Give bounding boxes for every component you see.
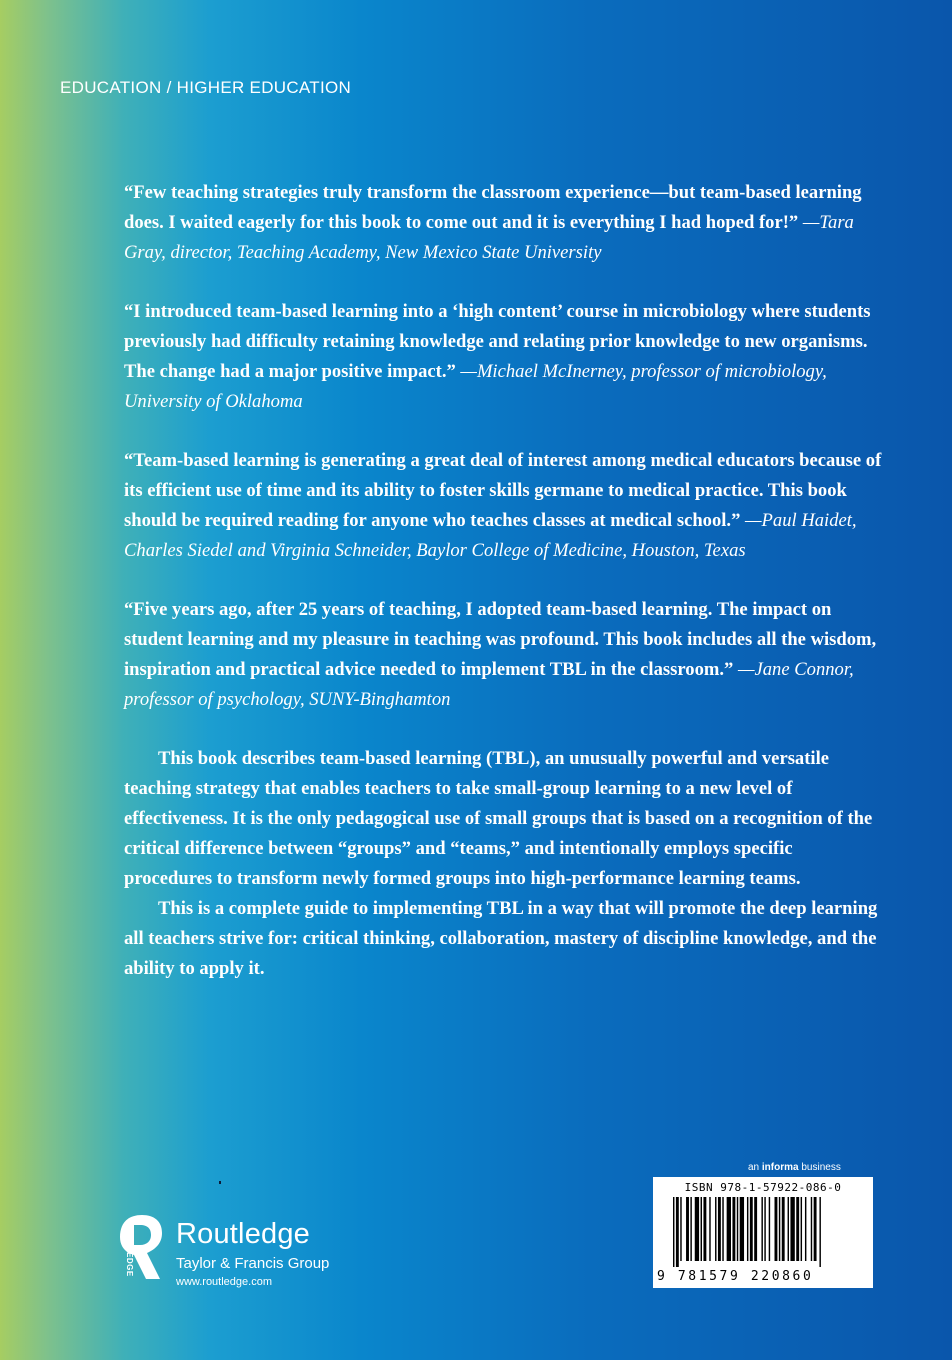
- description-paragraph: This book describes team-based learning (TBL), an unusually powerful and versatile teaching strategy that enables teachers to take small-group learning to a new level of effectiveness. It is the only pedagogical use of small groups that is based on a recognition of the critical difference between “groups” and “teams,” and intentionally employs specific procedures to transform newly formed groups into high-performance learning teams.: [124, 748, 873, 889]
- barcode-bar: [690, 1197, 691, 1261]
- isbn-barcode: [653, 1177, 873, 1288]
- barcode-bar: [819, 1197, 820, 1267]
- description-paragraph: This is a complete guide to implementing TBL in a way that will promote the deep learning all teachers strive for: critical thinking, collaboration, mastery of discipline knowledge, and the ability to apply it.: [124, 898, 878, 979]
- barcode-bar: [814, 1197, 817, 1261]
- barcode-bar: [805, 1197, 806, 1261]
- informa-tagline: [748, 1162, 841, 1173]
- barcode-bar: [747, 1197, 748, 1261]
- barcode-bar: [769, 1197, 770, 1261]
- informa-suffix: business: [798, 1162, 841, 1173]
- barcode-bar: [750, 1197, 753, 1261]
- isbn-label: ISBN 978-1-57922-086-0: [684, 1181, 842, 1194]
- barcode-bar: [701, 1197, 702, 1261]
- routledge-vertical-label: ROUTLEDGE: [125, 1222, 134, 1277]
- barcode-bar: [801, 1197, 802, 1261]
- barcode-bar: [796, 1197, 799, 1261]
- barcode-bar: [686, 1197, 689, 1261]
- barcode-bar: [727, 1197, 731, 1261]
- isbn-digits: 9 781579 220860: [657, 1269, 814, 1284]
- barcode-bar: [709, 1197, 710, 1261]
- barcode-bar: [737, 1197, 738, 1261]
- barcode-bar: [754, 1197, 757, 1261]
- publisher-group: Taylor & Francis Group: [176, 1255, 330, 1272]
- barcode-bar: [695, 1197, 699, 1261]
- endorsement-quote: [124, 446, 884, 566]
- quote-attribution: —Tara Gray, director, Teaching Academy, New Mexico State University: [124, 212, 854, 263]
- publisher-name: Routledge: [176, 1218, 311, 1250]
- barcode-bar: [722, 1197, 723, 1261]
- barcode-bar: [703, 1197, 706, 1261]
- informa-prefix: an: [748, 1162, 762, 1173]
- barcode-bar: [761, 1197, 762, 1261]
- quote-text: “Five years ago, after 25 years of teaching, I adopted team-based learning. The impact on student learning and my pleasure in teaching was profound. This book includes all the wisdom, inspiration and practical advice needed to implement TBL in the classroom.”: [124, 599, 877, 680]
- barcode-bar: [676, 1197, 679, 1267]
- barcode-bar: [740, 1197, 744, 1261]
- publisher-url: www.routledge.com: [176, 1276, 272, 1288]
- barcode-bar: [782, 1197, 785, 1261]
- barcode-bar: [718, 1197, 721, 1261]
- barcode-bar: [790, 1197, 794, 1261]
- barcode-bar: [764, 1197, 765, 1261]
- barcode-bar: [673, 1197, 674, 1267]
- endorsement-quote: [124, 595, 884, 715]
- print-speck: [219, 1181, 221, 1184]
- barcode-bar: [732, 1197, 735, 1261]
- barcode-bar: [715, 1197, 716, 1261]
- category-label: EDUCATION / HIGHER EDUCATION: [60, 78, 352, 97]
- quote-attribution: —Jane Connor, professor of psychology, SUNY-Binghamton: [124, 659, 854, 710]
- informa-brand: informa: [761, 1162, 799, 1173]
- endorsement-quote: [124, 178, 884, 268]
- barcode-bar: [775, 1197, 778, 1261]
- back-cover-text: [124, 178, 884, 984]
- quote-text: “Team-based learning is generating a great deal of interest among medical educators because of its efficient use of time and its ability to foster skills germane to medical practice. This book should be required reading for anyone who teaches classes at medical school.”: [124, 450, 882, 531]
- barcode-bar: [779, 1197, 780, 1261]
- quote-text: “I introduced team-based learning into a ‘high content’ course in microbiology where students previously had difficulty retaining knowledge and relating prior knowledge to new organisms. The change had a major positive impact.”: [124, 301, 871, 382]
- barcode-bar: [788, 1197, 789, 1261]
- quote-text: “Few teaching strategies truly transform the classroom experience—but team-based learning does. I waited eagerly for this book to come out and it is everything I had hoped for!”: [124, 182, 862, 233]
- barcode-bars: [673, 1197, 863, 1267]
- barcode-bar: [680, 1197, 681, 1261]
- barcode-bar: [811, 1197, 812, 1261]
- endorsement-quote: [124, 297, 884, 417]
- quote-attribution: —Michael McInerney, professor of microbiology, University of Oklahoma: [124, 361, 827, 412]
- quote-attribution: —Paul Haidet, Charles Siedel and Virginia Schneider, Baylor College of Medicine, Houston, Texas: [124, 510, 857, 561]
